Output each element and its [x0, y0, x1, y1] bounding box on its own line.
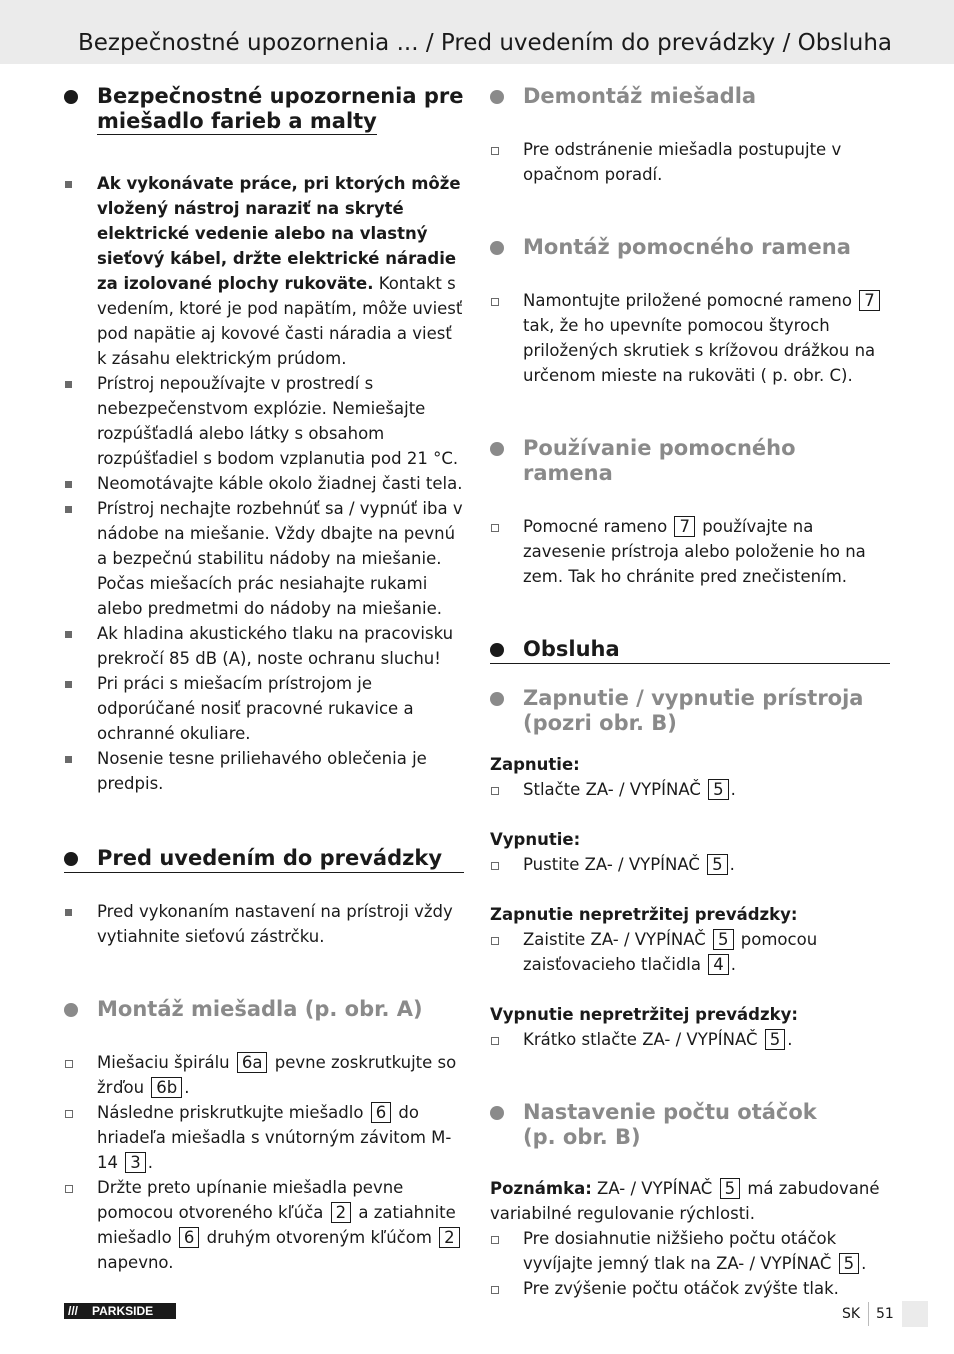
list-item	[490, 1226, 890, 1276]
bullet-icon	[64, 1003, 78, 1017]
continuous-off-list	[490, 1027, 890, 1052]
square-bullet-icon	[65, 909, 72, 916]
bullet-icon	[490, 241, 504, 255]
safety-list	[64, 171, 464, 796]
list-item	[64, 899, 464, 949]
item-text: Pre dosiahnutie nižšieho počtu otáčok vyvíjajte jemný tlak na ZA- / VYPÍNAČ	[523, 1229, 837, 1273]
open-square-bullet-icon	[491, 1286, 499, 1294]
item-text: .	[787, 1030, 793, 1049]
item-bold-text: Ak vykonávate práce, pri ktorých môže vložený nástroj naraziť na skryté elektrické vedenie alebo na vlastný sieťový kábel, držte elektrické náradie za izolované plochy rukoväte.	[97, 174, 461, 293]
continuous-on-label: Zapnutie nepretržitej prevádzky:	[490, 905, 798, 924]
list-item	[64, 746, 464, 796]
bullet-icon	[64, 852, 78, 866]
item-text: .	[147, 1153, 153, 1172]
list-item	[64, 471, 464, 496]
list-item	[64, 1100, 464, 1175]
item-text: Držte preto upínanie miešadla pevne pomocou otvoreného kľúča	[97, 1178, 404, 1222]
left-column	[64, 84, 464, 1275]
item-text: Kontakt s vedením, ktoré je pod napätím, môže uviesť pod napätie aj kovové časti náradia a viesť k zásahu elektrickým prúdom.	[97, 274, 463, 368]
list-item	[490, 288, 890, 388]
item-text: Pre zvýšenie počtu otáčok zvýšte tlak.	[523, 1279, 839, 1298]
item-text: druhým otvoreným kľúčom	[201, 1228, 438, 1247]
section-heading-mount-mixer	[64, 997, 464, 1022]
list-item	[490, 1027, 890, 1052]
open-square-bullet-icon	[491, 147, 499, 155]
list-item	[490, 852, 890, 877]
item-text: tak, že ho upevníte pomocou štyroch priložených skrutiek s krížovou drážkou na určenom mieste na rukoväti ( p. obr. C).	[523, 316, 876, 385]
list-item	[64, 621, 464, 671]
part-ref: 2	[331, 1202, 352, 1223]
note-text: má zabudované variabilné regulovanie rýchlosti.	[490, 1179, 880, 1223]
on-label: Zapnutie:	[490, 755, 580, 774]
speed-note	[490, 1176, 890, 1226]
part-ref: 5	[707, 854, 728, 875]
heading-line-2: (p. obr. B)	[523, 1125, 641, 1149]
item-text: do hriadeľa miešadla s vnútorným závitom M-14	[97, 1103, 452, 1172]
item-text: a zatiahnite miešadlo	[97, 1203, 456, 1247]
open-square-bullet-icon	[491, 1037, 499, 1045]
item-text: Pre odstránenie miešadla postupujte v opačnom poradí.	[523, 140, 842, 184]
on-list	[490, 777, 890, 802]
speed-list	[490, 1226, 890, 1301]
item-text: pevne zoskrutkujte so žrďou	[97, 1053, 457, 1097]
open-square-bullet-icon	[491, 524, 499, 532]
open-square-bullet-icon	[491, 862, 499, 870]
note-text: ZA- / VYPÍNAČ	[591, 1179, 718, 1198]
off-label: Vypnutie:	[490, 830, 581, 849]
open-square-bullet-icon	[491, 937, 499, 945]
bullet-icon	[490, 442, 504, 456]
parkside-logo	[64, 1303, 176, 1319]
part-ref: 6a	[237, 1052, 268, 1073]
list-item	[64, 171, 464, 371]
bullet-icon	[490, 692, 504, 706]
heading-underline	[490, 663, 890, 664]
square-bullet-icon	[65, 631, 72, 638]
square-bullet-icon	[65, 506, 72, 513]
item-text: .	[184, 1078, 190, 1097]
list-item	[490, 1276, 890, 1301]
part-ref: 5	[708, 779, 729, 800]
heading-line-1: Bezpečnostné upozornenia pre	[97, 84, 464, 108]
item-text: Zaistite ZA- / VYPÍNAČ	[523, 930, 712, 949]
item-text: Pomocné rameno	[523, 517, 673, 536]
heading-line-1: Zapnutie / vypnutie prístroja	[523, 686, 864, 710]
heading-text: Používanie pomocného ramena	[523, 436, 796, 485]
bullet-icon	[490, 1106, 504, 1120]
open-square-bullet-icon	[491, 1236, 499, 1244]
bullet-icon	[64, 90, 78, 104]
item-text: napevno.	[97, 1253, 174, 1272]
heading-text: Obsluha	[523, 637, 620, 661]
part-ref: 5	[720, 1178, 741, 1199]
square-bullet-icon	[65, 681, 72, 688]
part-ref: 6	[179, 1227, 200, 1248]
list-item	[490, 137, 890, 187]
item-text: Neomotávajte káble okolo žiadnej časti tela.	[97, 474, 463, 493]
item-text: .	[730, 780, 736, 799]
heading-line-1: Nastavenie počtu otáčok	[523, 1100, 817, 1124]
dismount-list	[490, 137, 890, 187]
continuous-on-list	[490, 927, 890, 977]
square-bullet-icon	[65, 181, 72, 188]
part-ref: 2	[439, 1227, 460, 1248]
open-square-bullet-icon	[65, 1060, 73, 1068]
open-square-bullet-icon	[491, 298, 499, 306]
section-heading-operation	[490, 637, 890, 662]
item-text: Pri práci s miešacím prístrojom je odporúčané nosiť pracovné rukavice a ochranné okuliare.	[97, 674, 414, 743]
open-square-bullet-icon	[65, 1110, 73, 1118]
open-square-bullet-icon	[491, 787, 499, 795]
logo-text: PARKSIDE	[92, 1304, 154, 1318]
item-text: Stlačte ZA- / VYPÍNAČ	[523, 780, 707, 799]
part-ref: 5	[839, 1253, 860, 1274]
list-item	[64, 496, 464, 621]
item-text: .	[729, 855, 735, 874]
language-code: SK	[842, 1306, 861, 1322]
item-text: Krátko stlačte ZA- / VYPÍNAČ	[523, 1030, 763, 1049]
list-item	[490, 777, 890, 802]
heading-text: Montáž pomocného ramena	[523, 235, 851, 259]
heading-line-2: (pozri obr. B)	[523, 711, 677, 735]
part-ref: 6	[371, 1102, 392, 1123]
item-text: Nosenie tesne priliehavého oblečenia je predpis.	[97, 749, 427, 793]
part-ref: 3	[125, 1152, 146, 1173]
footer-divider	[868, 1302, 869, 1326]
item-text: Ak hladina akustického tlaku na pracovisku prekročí 85 dB (A), noste ochranu sluchu!	[97, 624, 454, 668]
mount-mixer-list	[64, 1050, 464, 1275]
note-label: Poznámka:	[490, 1179, 592, 1198]
footer-tab-marker	[902, 1301, 928, 1327]
part-ref: 4	[708, 954, 729, 975]
page-number: 51	[876, 1306, 894, 1322]
aux-mount-list	[490, 288, 890, 388]
off-list	[490, 852, 890, 877]
list-item	[64, 371, 464, 471]
list-item	[64, 1175, 464, 1275]
item-text: Namontujte priložené pomocné rameno	[523, 291, 858, 310]
square-bullet-icon	[65, 756, 72, 763]
heading-line-2: miešadlo farieb a malty	[97, 109, 377, 133]
item-text: používajte na zavesenie prístroja alebo položenie ho na zem. Tak ho chránite pred znečistením.	[523, 517, 866, 586]
open-square-bullet-icon	[65, 1185, 73, 1193]
item-text: Miešaciu špirálu	[97, 1053, 235, 1072]
aux-use-list	[490, 514, 890, 589]
part-ref: 7	[859, 290, 880, 311]
item-text: Prístroj nechajte rozbehnúť sa / vypnúť iba v nádobe na miešanie. Vždy dbajte na pevnú a bezpečnú stabilitu nádoby na miešanie. Počas miešacích prác nesiahajte rukami alebo predmetmi do nádoby na miešanie.	[97, 499, 463, 618]
section-heading-dismount	[490, 84, 890, 109]
list-item	[490, 927, 890, 977]
item-text: .	[730, 955, 736, 974]
right-column	[490, 84, 890, 1301]
list-item	[64, 1050, 464, 1100]
item-text: Pustite ZA- / VYPÍNAČ	[523, 855, 706, 874]
item-text: .	[861, 1254, 867, 1273]
section-heading-safety	[64, 84, 464, 135]
heading-text: Demontáž miešadla	[523, 84, 757, 108]
page-header-title: Bezpečnostné upozornenia ... / Pred uvedením do prevádzky / Obsluha	[77, 30, 892, 56]
bullet-icon	[490, 90, 504, 104]
part-ref: 6b	[151, 1077, 182, 1098]
item-text: pomocou zaisťovacieho tlačidla	[523, 930, 818, 974]
part-ref: 5	[765, 1029, 786, 1050]
heading-underline	[64, 872, 464, 873]
part-ref: 7	[674, 516, 695, 537]
section-heading-before-use	[64, 846, 464, 871]
part-ref: 5	[713, 929, 734, 950]
item-text: Pred vykonaním nastavení na prístroji vždy vytiahnite sieťovú zástrčku.	[97, 902, 453, 946]
logo-mark: ///	[68, 1304, 79, 1318]
list-item	[490, 514, 890, 589]
square-bullet-icon	[65, 381, 72, 388]
before-use-list	[64, 899, 464, 949]
section-heading-speed	[490, 1100, 890, 1150]
heading-text: Pred uvedením do prevádzky	[97, 846, 443, 870]
square-bullet-icon	[65, 481, 72, 488]
section-heading-aux-use	[490, 436, 890, 486]
heading-text: Montáž miešadla (p. obr. A)	[97, 997, 423, 1021]
section-heading-on-off	[490, 686, 890, 736]
item-text: Následne priskrutkujte miešadlo	[97, 1103, 369, 1122]
list-item	[64, 671, 464, 746]
bullet-icon	[490, 643, 504, 657]
continuous-off-label: Vypnutie nepretržitej prevádzky:	[490, 1005, 798, 1024]
section-heading-aux-mount	[490, 235, 890, 260]
item-text: Prístroj nepoužívajte v prostredí s nebezpečenstvom explózie. Nemiešajte rozpúšťadlá alebo látky s obsahom rozpúšťadiel s bodom vzplanutia pod 21 °C.	[97, 374, 459, 468]
